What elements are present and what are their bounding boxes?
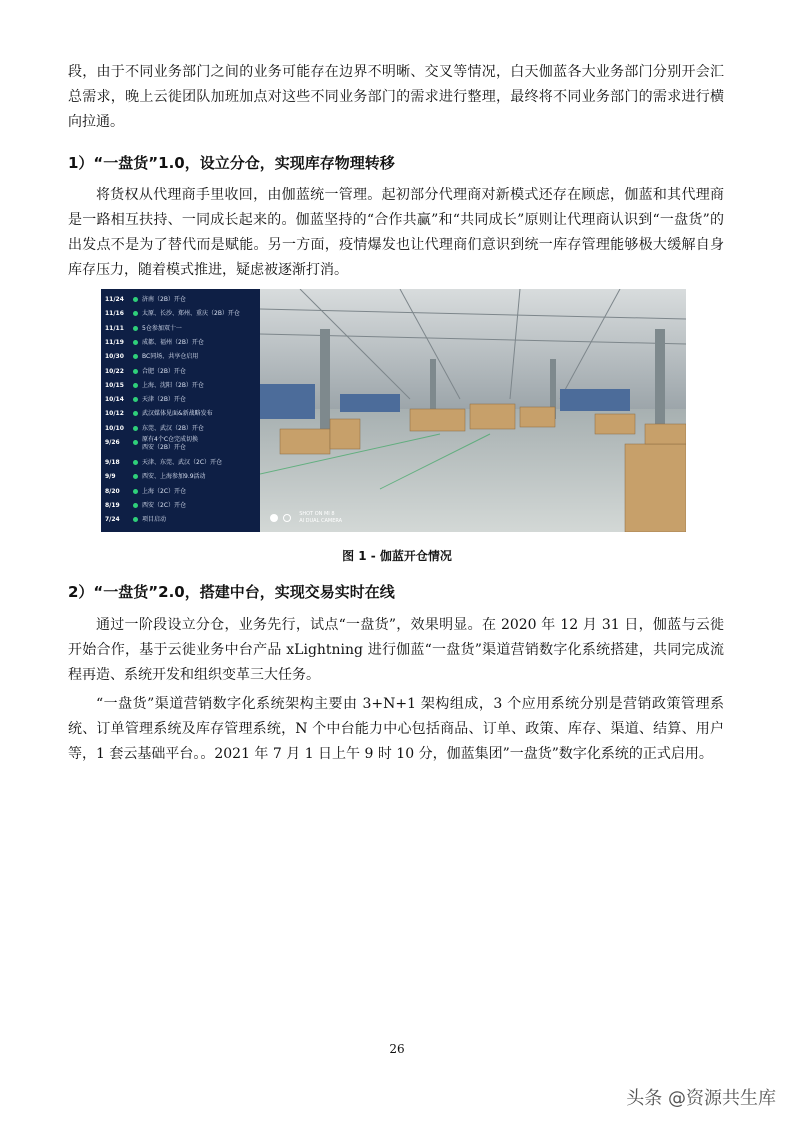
timeline-entry [105,365,261,378]
timeline-dot-icon [133,297,138,302]
camera-line-2: AI DUAL CAMERA [299,517,343,524]
timeline-entry [105,422,261,435]
timeline-date: 11/19 [105,338,124,346]
timeline-entry [105,350,261,363]
timeline-date: 7/24 [105,516,120,524]
timeline-date: 10/15 [105,381,124,389]
timeline-date: 10/30 [105,353,124,361]
timeline-text: 成都、福州（2B）开仓 [142,338,204,346]
timeline-date: 10/10 [105,424,124,432]
timeline-entry [105,470,261,483]
timeline-date: 10/14 [105,396,124,404]
timeline-date: 11/11 [105,324,124,332]
timeline-date: 11/16 [105,310,124,318]
timeline-text: 天津、东莞、武汉（2C）开仓 [142,459,223,466]
timeline-entry [105,379,261,392]
timeline-text: 上海（2C）开仓 [142,487,187,495]
timeline-dot-icon [133,440,138,445]
timeline-dot-icon [133,426,138,431]
warehouse-photo [260,289,686,532]
timeline-text: 武汉媒体见面&新战略发布 [142,410,213,418]
timeline-date: 10/12 [105,410,124,418]
timeline-text: 西安、上海参加9.9活动 [142,473,206,481]
timeline-entry [105,513,261,526]
timeline-entry [105,407,261,420]
timeline-dot-icon [133,411,138,416]
figure-warehouse-openings [101,289,686,532]
timeline-dot-icon [133,383,138,388]
timeline-date: 9/9 [105,473,116,481]
camera-dot-icon [270,514,278,522]
timeline-text: 天津（2B）开仓 [142,396,186,404]
timeline-entry [105,436,261,449]
timeline-date: 10/22 [105,367,124,375]
camera-watermark [270,507,342,526]
timeline-dot-icon [133,474,138,479]
section2-paragraph-2: “一盘货”渠道营销数字化系统架构主要由 3+N+1 架构组成，3 个应用系统分别是营销政策管理系统、订单管理系统及库存管理系统，N 个中台能力中心包括商品、订单、政策、库存、渠道、结算、用户等，1 套云基础平台。。2021 年 7 月 1 日上午 9 时 10 分，伽蓝集团”一盘货”数字化系统的正式启用。 [68,696,724,762]
timeline-entry [105,499,261,512]
timeline-dot-icon [133,397,138,402]
timeline-date: 8/19 [105,501,120,509]
timeline-entry [105,322,261,335]
timeline-text: 济南（2B）开仓 [142,296,186,303]
timeline-date: 9/18 [105,459,120,466]
timeline-dot-icon [133,503,138,508]
timeline-dot-icon [133,460,138,465]
warehouse-illustration [260,289,686,532]
timeline-dot-icon [133,340,138,345]
timeline-entry [105,393,261,406]
timeline-dot-icon [133,369,138,374]
figure-caption: 图 1 - 伽蓝开仓情况 [342,549,452,563]
timeline-entry [105,456,261,469]
timeline-text: 5仓参加双十一 [142,324,182,332]
timeline-dot-icon [133,326,138,331]
timeline-entry [105,336,261,349]
timeline-entry [105,307,261,320]
section2-heading: 2）“一盘货”2.0，搭建中台，实现交易实时在线 [68,583,395,601]
timeline-text: 项目启动 [142,516,167,524]
section1-heading: 1）“一盘货”1.0，设立分仓，实现库存物理转移 [68,154,395,172]
timeline-text: 原有4个C仓完成切换 西安（2B）开仓 [142,436,199,451]
camera-ring-icon [283,514,291,522]
timeline-text: 西安（2C）开仓 [142,501,187,509]
camera-line-1: SHOT ON MI 8 [299,510,335,517]
timeline-dot-icon [133,517,138,522]
timeline-text: 上海、沈阳（2B）开仓 [142,381,204,389]
intro-paragraph: 段，由于不同业务部门之间的业务可能存在边界不明晰、交叉等情况，白天伽蓝各大业务部门分别开会汇总需求，晚上云徙团队加班加点对这些不同业务部门的需求进行整理，最终将不同业务部门的需求进行横向拉通。 [68,64,724,130]
page-number: 26 [389,1042,405,1056]
source-watermark: 头条 @资源共生库 [626,1088,776,1109]
timeline-dot-icon [133,489,138,494]
timeline-dot-icon [133,354,138,359]
timeline-text: 东莞、武汉（2B）开仓 [142,424,204,432]
section1-paragraph: 将货权从代理商手里收回，由伽蓝统一管理。起初部分代理商对新模式还存在顾虑，伽蓝和其代理商是一路相互扶持、一同成长起来的。伽蓝坚持的“合作共赢”和“共同成长”原则让代理商认识到“一盘货”的出发点不是为了替代而是赋能。另一方面，疫情爆发也让代理商们意识到统一库存管理能够极大缓解自身库存压力，随着模式推进，疑虑被逐渐打消。 [68,187,724,278]
timeline-text: 合肥（2B）开仓 [142,367,186,375]
opening-timeline [101,289,260,532]
timeline-text: BC同场、共享仓启用 [142,353,199,361]
timeline-dot-icon [133,311,138,316]
timeline-date: 9/26 [105,439,120,446]
timeline-date: 8/20 [105,487,120,495]
timeline-entry [105,293,261,306]
timeline-entry [105,485,261,498]
timeline-text: 太原、长沙、郑州、重庆（2B）开仓 [142,310,240,318]
timeline-date: 11/24 [105,296,124,303]
section2-paragraph-1: 通过一阶段设立分仓，业务先行，试点“一盘货”，效果明显。在 2020 年 12 月 31 日，伽蓝与云徙开始合作，基于云徙业务中台产品 xLightning 进行伽蓝“一盘货”渠道营销数字化系统搭建，共同完成流程再造、系统开发和组织变革三大任务。 [68,617,724,683]
